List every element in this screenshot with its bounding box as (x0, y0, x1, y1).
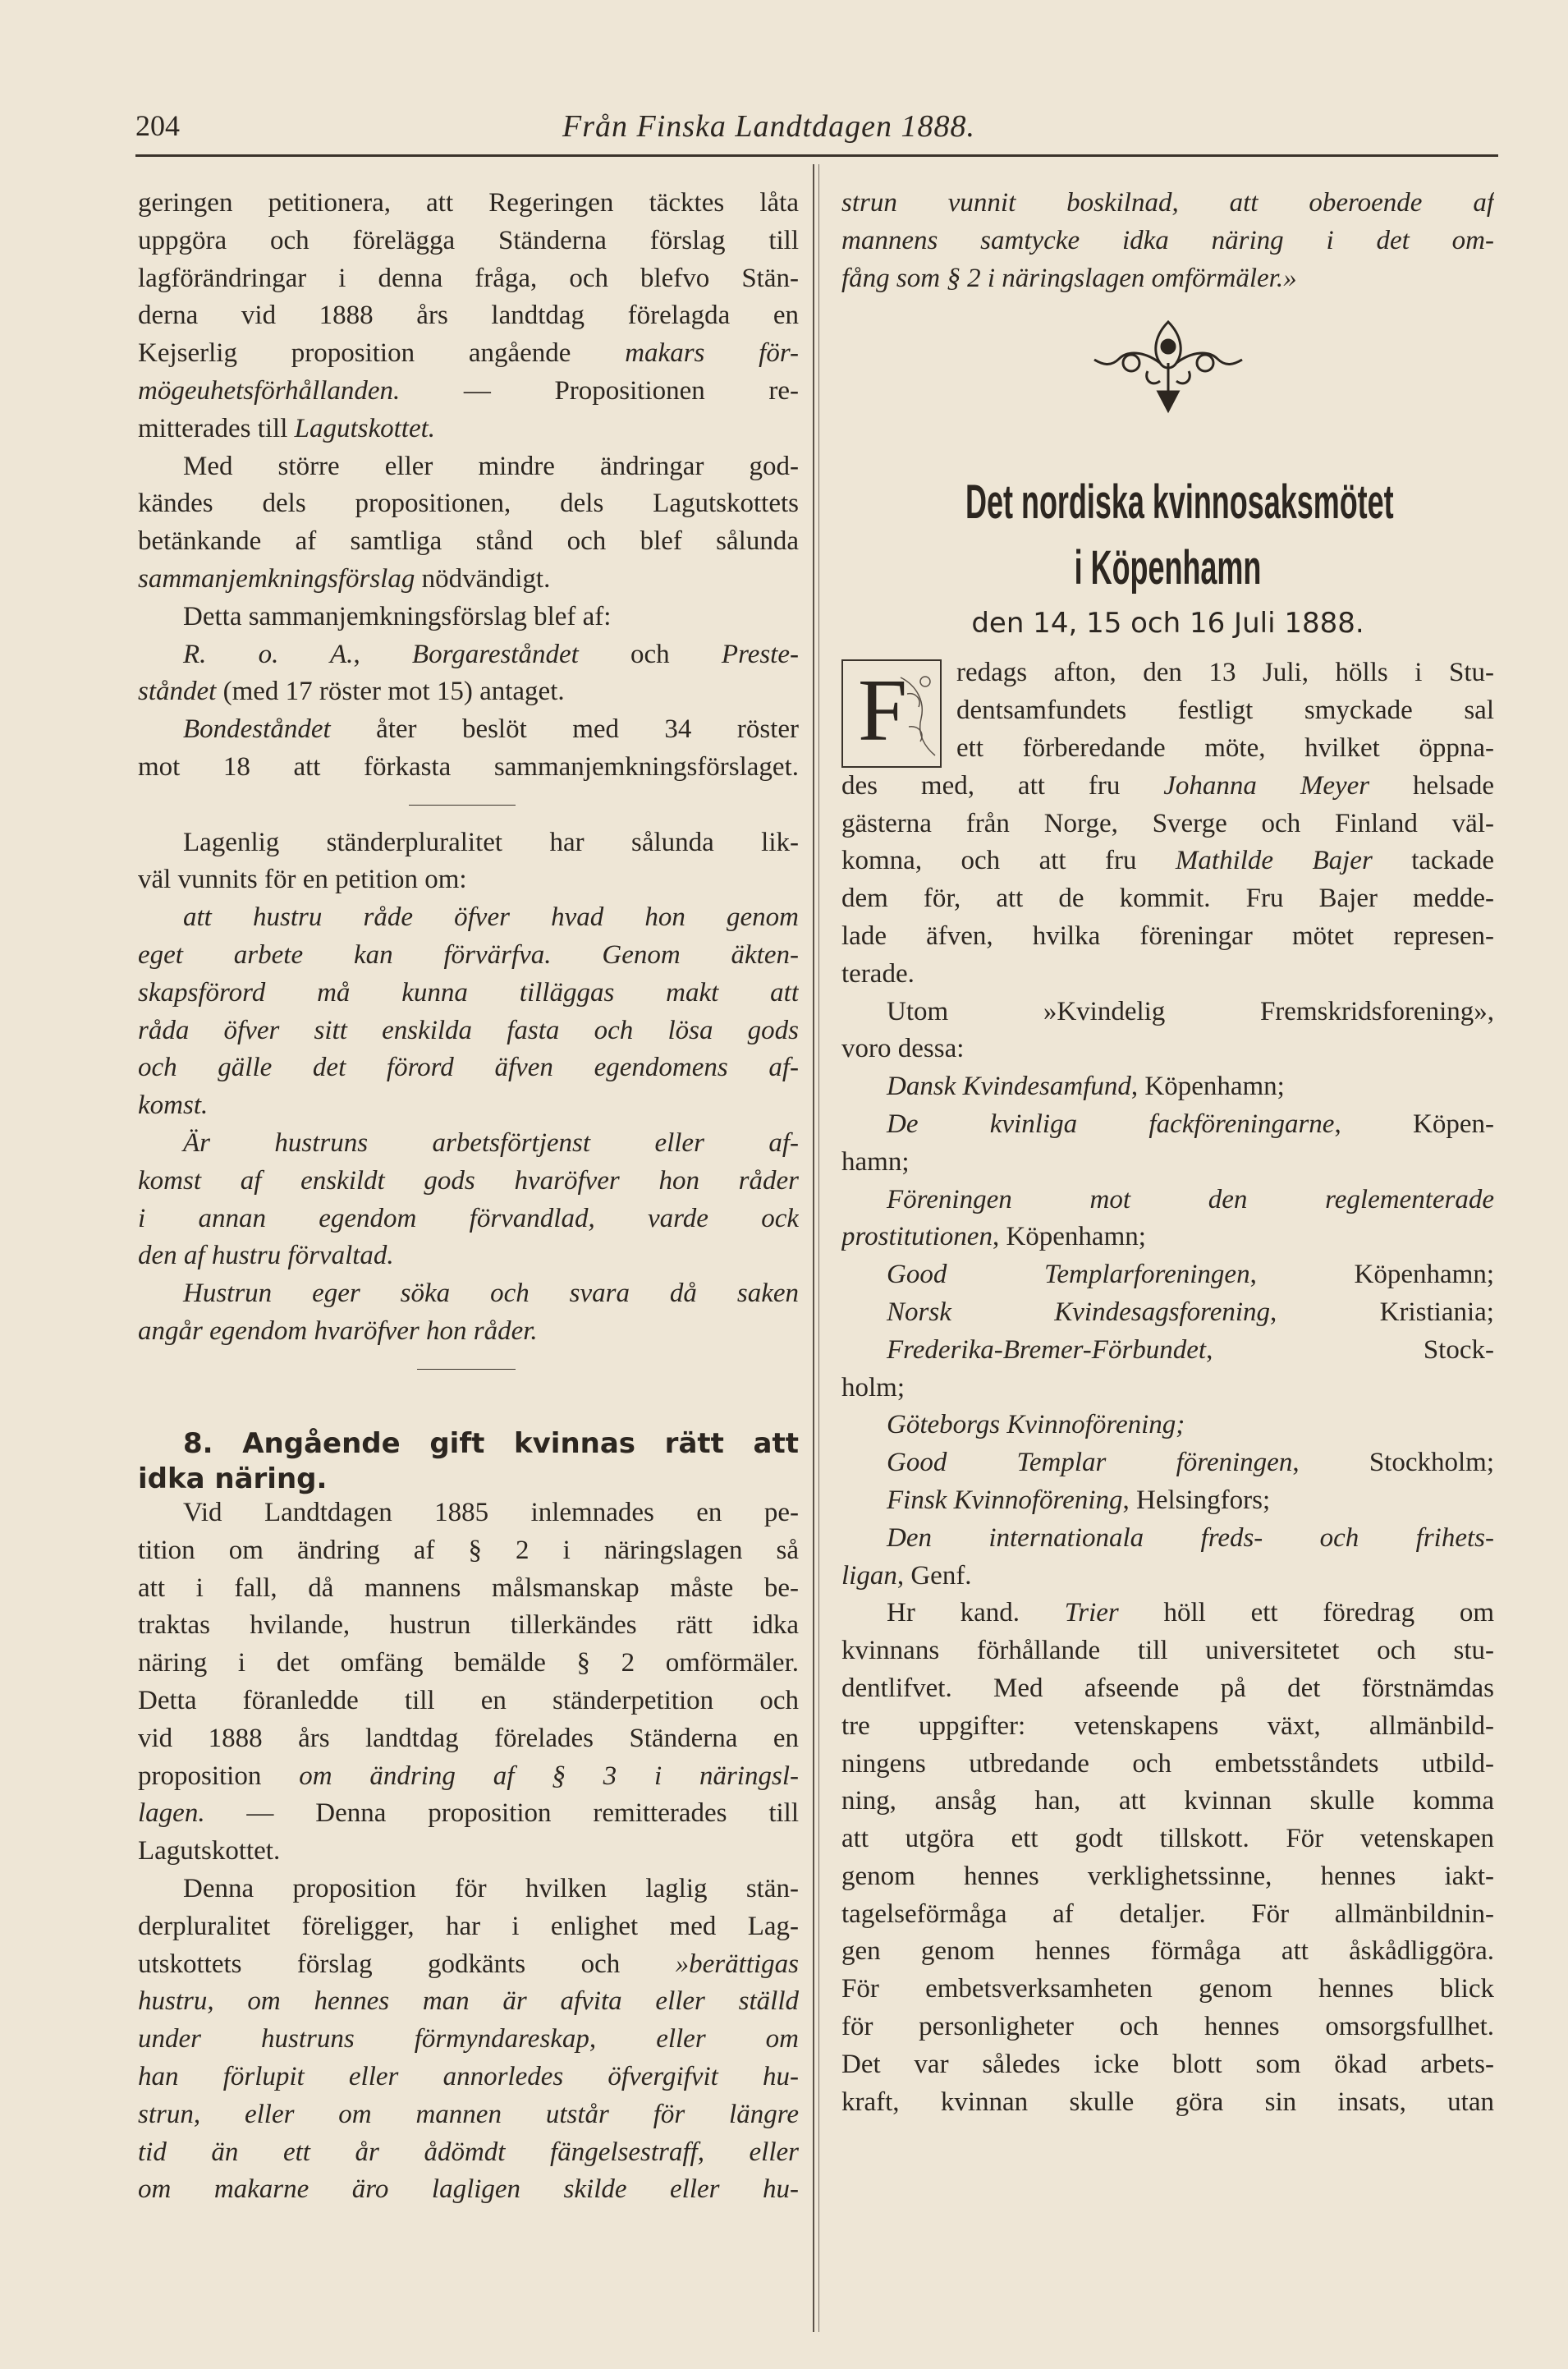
text-line: dem för, att de kommit. Fru Bajer medde- (841, 884, 1494, 914)
text-run: — Denna proposition remitterades till (204, 1798, 799, 1829)
text-line: tid än ett år ådömdt fängelsestraff, eller (138, 2137, 799, 2167)
article-title: Det nordiska kvinnosaksmötet (965, 475, 1394, 530)
text-line: under hustruns förmyndareskap, eller om (138, 2024, 799, 2055)
org-line (841, 1332, 1494, 1370)
text-line: lagförändringar i denna fråga, och blefvo Stän- (138, 263, 799, 293)
text-line: i annan egendom förvandlad, varde ock (138, 1203, 799, 1233)
text-line: Detta sammanjemkningsförslag blef af: (183, 601, 612, 631)
text-line: För embetsverksamheten genom hennes blick (841, 1974, 1494, 2004)
text-line: råda öfver sitt enskilda fasta och lösa gods (138, 1015, 799, 1045)
text-run: (med 17 röster mot 15) antaget. (216, 677, 565, 707)
text-line: tition om ändring af § 2 i näringslagen så (138, 1535, 799, 1565)
text-line (138, 673, 799, 711)
ornament-icon (1086, 314, 1250, 420)
text-line (841, 768, 1494, 806)
org-line: Föreningen mot den reglementerade (887, 1184, 1494, 1214)
italic-run: sammanjemkningsförslag (138, 563, 415, 594)
article-date: den 14, 15 och 16 Juli 1888. (971, 607, 1364, 640)
text-line: skapsförord må kunna tilläggas makt att (138, 977, 799, 1008)
text-run: , Stock- (1206, 1334, 1494, 1365)
separator-rule (138, 787, 799, 824)
running-title: Från Finska Landtdagen 1888. (562, 109, 975, 144)
text-line: vid 1888 års landtdag förelades Ständerna en (138, 1723, 799, 1753)
text-line: ning, ansåg han, att kvinnan skulle komma (841, 1786, 1494, 1816)
text-line: Denna proposition för hvilken laglig stän- (183, 1874, 799, 1904)
text-line: att i fall, då mannens målsmanskap måste be- (138, 1572, 799, 1603)
article-subtitle: i Köpenhamn (1074, 541, 1262, 595)
text-line: eget arbete kan förvärfva. Genom äkten- (138, 939, 799, 970)
text-line (841, 1595, 1494, 1632)
text-run: des med, att fru (841, 770, 1164, 801)
italic-run: De kvinliga fackföreningarne (887, 1109, 1335, 1139)
org-line (841, 1482, 1494, 1520)
text-run: , Köpenhamn; (1249, 1260, 1494, 1290)
italic-run: lagen. (138, 1798, 205, 1829)
text-line: voro dessa: (841, 1034, 965, 1064)
italic-run: Dansk Kvindesamfund (887, 1072, 1131, 1102)
text-run: proposition (138, 1761, 300, 1791)
spacer (138, 1389, 799, 1426)
italic-run: R. o. A. (183, 639, 354, 669)
text-line: näring i det omfäng bemälde § 2 omförmäler. (138, 1648, 799, 1678)
text-run: — Propositionen re- (400, 375, 799, 406)
org-line: hamn; (841, 1146, 910, 1177)
text-run: , Köpen- (1334, 1109, 1494, 1139)
spacer (841, 437, 1494, 470)
italic-run: Borgareståndet (411, 639, 579, 669)
text-line (138, 1946, 799, 1984)
text-line: tagelseförmåga af detaljer. För allmänbildnin- (841, 1898, 1494, 1929)
text-line: väl vunnits för en petition om: (138, 865, 467, 895)
italic-run: makars för- (625, 338, 799, 369)
text-line: Detta föranledde till en ständerpetition och (138, 1686, 799, 1716)
text-line: Det var således icke blott som ökad arbets- (841, 2049, 1494, 2079)
column-divider (813, 164, 814, 2332)
text-line: uppgöra och förelägga Ständerna förslag till (138, 225, 799, 255)
text-line: Hustrun eger söka och svara då saken (183, 1279, 799, 1309)
text-line: dentsamfundets festligt smyckade sal (956, 696, 1494, 726)
text-line: för personligheter och hennes omsorgsfullhet. (841, 2012, 1494, 2042)
text-run: , Köpenhamn; (1130, 1072, 1285, 1102)
text-line: derna vid 1888 års landtdag förelagda en (138, 301, 799, 331)
org-line: Den internationala freds- och frihets- (887, 1522, 1494, 1553)
text-line: derpluralitet föreligger, har i enlighet med Lag- (138, 1911, 799, 1941)
text-line: strun, eller om mannen utstår för längre (138, 2099, 799, 2129)
text-line: dentlifvet. Med afseende på det förstnämdas (841, 1673, 1494, 1703)
italic-run: Preste- (721, 639, 799, 669)
text-line (138, 561, 799, 599)
text-line: ett förberedande möte, hvilket öppna- (956, 732, 1494, 763)
text-line (138, 335, 799, 373)
drop-cap (841, 659, 942, 768)
text-run: komna, och att fru (841, 846, 1176, 876)
italic-run: ståndet (138, 677, 217, 707)
text-line (138, 711, 799, 749)
text-line: traktas hvilande, hustrun tillerkändes rätt idka (138, 1610, 799, 1641)
text-line: tre uppgifter: vetenskapens växt, allmänbild- (841, 1710, 1494, 1741)
text-line: redags afton, den 13 Juli, hölls i Stu- (956, 658, 1494, 688)
text-line: Med större eller mindre ändringar god- (183, 451, 799, 481)
text-line: kändes dels propositionen, dels Lagutskottets (138, 489, 799, 519)
italic-run: Good Templarforeningen (887, 1260, 1250, 1290)
text-run: , Helsingfors; (1122, 1485, 1271, 1515)
italic-run: Norsk Kvindesagsforening (887, 1297, 1271, 1327)
text-run: , Genf. (896, 1560, 972, 1591)
left-column (138, 185, 799, 2209)
text-run: och (578, 639, 722, 669)
italic-run: mögeuhetsförhållanden. (138, 375, 401, 406)
italic-run: »berättigas (675, 1949, 799, 1979)
text-line: Lagenlig ständerpluralitet har sålunda lik- (183, 827, 799, 857)
right-column (841, 185, 1494, 2121)
text-line: han förlupit eller annorledes öfvergifvit hu- (138, 2062, 799, 2092)
italic-run: Frederika-Bremer-Förbundet (887, 1334, 1207, 1365)
org-line: Göteborgs Kvinnoförening; (887, 1410, 1185, 1440)
column-divider-thin (818, 164, 819, 2332)
text-line (138, 1758, 799, 1796)
text-line (841, 842, 1494, 880)
text-line: att hustru råde öfver hvad hon genom (183, 902, 799, 933)
text-line: genom hennes verklighetssinne, hennes iakt- (841, 1861, 1494, 1891)
text-run: tackade (1372, 846, 1494, 876)
text-line: mot 18 att förkasta sammanjemkningsförslaget. (138, 751, 799, 782)
text-run: , Kristiania; (1270, 1297, 1494, 1327)
section-heading: idka näring. (138, 1463, 328, 1495)
text-run: Kejserlig proposition angående (138, 338, 626, 369)
text-line: mannens samtycke idka näring i det om- (841, 225, 1494, 255)
org-line (841, 1256, 1494, 1294)
text-line: Är hustruns arbetsförtjenst eller af- (183, 1127, 799, 1158)
italic-run: Good Templar föreningen (887, 1448, 1293, 1478)
ornament-vignette (841, 297, 1494, 437)
italic-run: Bondeståndet (183, 714, 331, 745)
text-line: angår egendom hvaröfver hon råder. (138, 1315, 538, 1346)
text-line: lade äfven, hvilka föreningar mötet represen- (841, 921, 1494, 951)
text-line (138, 636, 799, 674)
text-line: terade. (841, 958, 915, 989)
org-line (841, 1294, 1494, 1332)
text-line (138, 411, 799, 448)
italic-run: Mathilde Bajer (1175, 846, 1373, 876)
org-line (841, 1106, 1494, 1144)
text-line: kraft, kvinnan skulle göra sin insats, utan (841, 2087, 1494, 2117)
separator-rule (138, 1351, 799, 1389)
text-run: , (353, 639, 412, 669)
text-line: betänkande af samtliga stånd och blef sålunda (138, 526, 799, 557)
italic-run: om ändring af § 3 i näringsl- (299, 1761, 799, 1791)
page-number: 204 (135, 109, 180, 142)
text-run: mitterades till (138, 413, 295, 443)
text-run: nödvändigt. (415, 563, 551, 594)
text-line: hustru, om hennes man är afvita eller ställd (138, 1986, 799, 2017)
text-line (138, 1795, 799, 1833)
text-run: Hr kand. (887, 1598, 1065, 1628)
text-line: gästerna från Norge, Sverge och Finland väl- (841, 808, 1494, 838)
italic-run: prostitutionen (841, 1222, 993, 1252)
page-header (135, 102, 1498, 151)
section-heading: 8. Angående gift kvinnas rätt att (183, 1427, 799, 1461)
text-line: strun vunnit boskilnad, att oberoende af (841, 188, 1494, 218)
text-line: geringen petitionera, att Regeringen täcktes låta (138, 188, 799, 218)
text-line: komst. (138, 1090, 209, 1121)
italic-run: Finsk Kvinnoförening (887, 1485, 1123, 1515)
text-line: fång som § 2 i näringslagen omförmäler.» (841, 263, 1297, 293)
text-line: Utom »Kvindelig Fremskridsforening», (887, 996, 1494, 1026)
text-line: komst af enskildt gods hvaröfver hon råder (138, 1165, 799, 1196)
text-line: om makarne äro lagligen skilde eller hu- (138, 2174, 799, 2205)
text-run: helsade (1369, 770, 1494, 801)
text-run: , Stockholm; (1292, 1448, 1494, 1478)
italic-run: Johanna Meyer (1163, 770, 1370, 801)
text-run: utskottets förslag godkänts och (138, 1949, 676, 1979)
text-run: , Köpenhamn; (992, 1222, 1146, 1252)
text-line: Lagutskottet. (138, 1836, 281, 1866)
org-line (841, 1444, 1494, 1482)
italic-run: Lagutskottet. (294, 413, 436, 443)
text-run: höll ett föredrag om (1118, 1598, 1494, 1628)
text-line: och gälle det förord äfven egendomens af- (138, 1053, 799, 1083)
text-line: Vid Landtdagen 1885 inlemnades en pe- (183, 1498, 799, 1528)
org-line (841, 1558, 1494, 1595)
drop-cap-paragraph (841, 654, 1494, 767)
drop-cap-letter: F (858, 662, 908, 760)
text-line: den af hustru förvaltad. (138, 1241, 394, 1271)
header-rule (135, 154, 1498, 157)
text-line: kvinnans förhållande till universitetet och stu- (841, 1636, 1494, 1666)
org-line (841, 1068, 1494, 1106)
italic-run: ligan (841, 1560, 897, 1591)
org-line (841, 1219, 1494, 1256)
text-line: ningens utbredande och embetsståndets utbild- (841, 1748, 1494, 1779)
text-line: att utgöra ett godt tillskott. För vetenskapen (841, 1824, 1494, 1854)
text-line (138, 373, 799, 411)
org-line: holm; (841, 1372, 905, 1403)
italic-run: Trier (1064, 1598, 1119, 1628)
text-run: åter beslöt med 34 röster (330, 714, 799, 745)
text-line: gen genom hennes förmåga att åskådliggöra. (841, 1936, 1494, 1967)
